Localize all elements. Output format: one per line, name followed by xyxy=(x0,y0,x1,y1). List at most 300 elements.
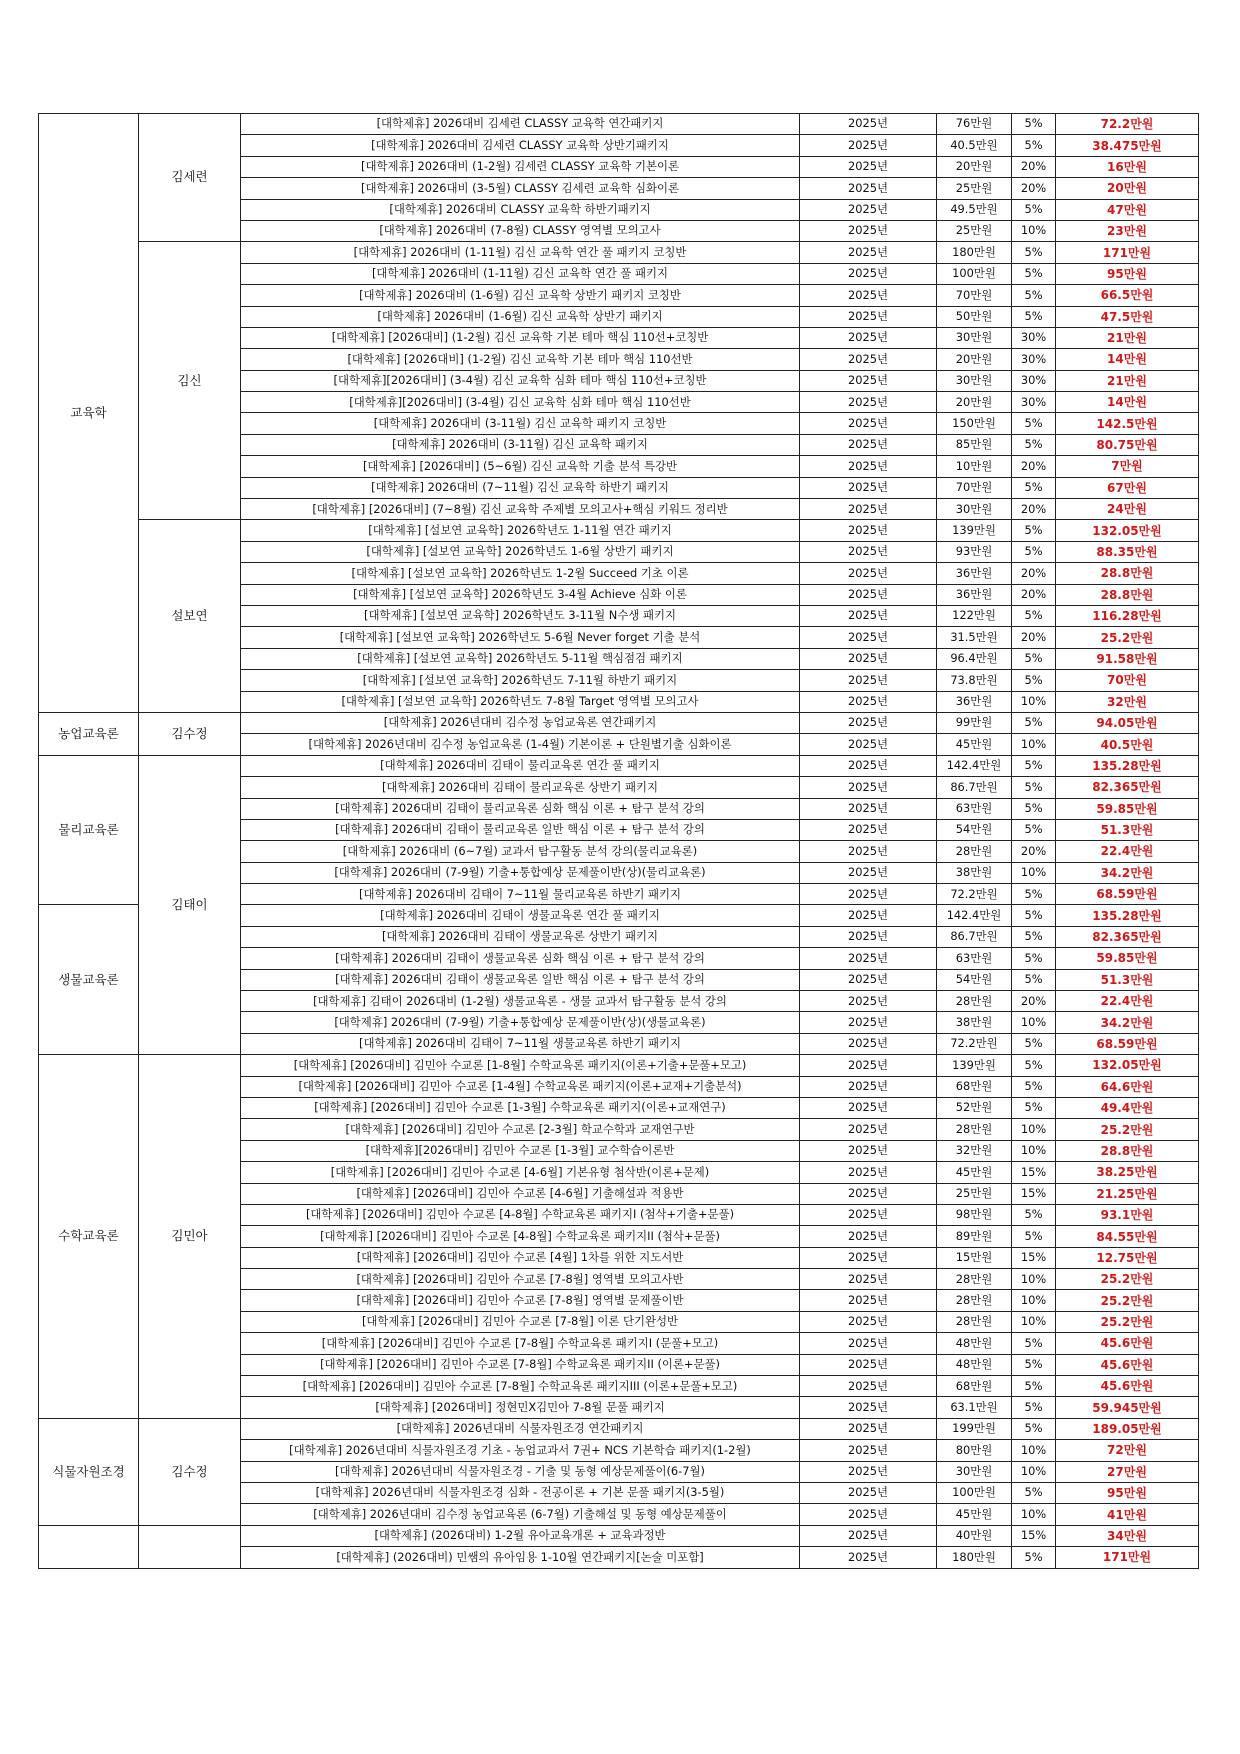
year-cell: 2025년 xyxy=(800,648,937,669)
course-cell: [대학제휴] (2026대비) 1-2월 유아교육개론 + 교육과정반 xyxy=(241,1525,800,1546)
discount-cell: 15% xyxy=(1012,1247,1056,1268)
course-cell: [대학제휴] [2026대비] 김민아 수교론 [1-3월] 수학교육론 패키지(이론+교재연구) xyxy=(241,1097,800,1118)
year-cell: 2025년 xyxy=(800,1119,937,1140)
list-price-cell: 38만원 xyxy=(937,1012,1012,1033)
course-cell: [대학제휴][2026대비] 김민아 수교론 [1-3월] 교수학습이론반 xyxy=(241,1140,800,1161)
discount-cell: 10% xyxy=(1012,1440,1056,1461)
course-cell: [대학제휴] 2026대비 김태이 생물교육론 연간 풀 패키지 xyxy=(241,905,800,926)
course-cell: [대학제휴] 2026대비 (7-9월) 기출+통합예상 문제풀이반(상)(생물교육론) xyxy=(241,1012,800,1033)
list-price-cell: 28만원 xyxy=(937,991,1012,1012)
list-price-cell: 142.4만원 xyxy=(937,755,1012,776)
table-row xyxy=(39,1418,1199,1439)
list-price-cell: 199만원 xyxy=(937,1418,1012,1439)
list-price-cell: 28만원 xyxy=(937,1290,1012,1311)
year-cell: 2025년 xyxy=(800,114,937,135)
final-price-cell: 116.28만원 xyxy=(1056,605,1199,626)
teacher-cell xyxy=(139,1525,241,1568)
course-cell: [대학제휴] 2026대비 김태이 7~11월 생물교육론 하반기 패키지 xyxy=(241,1033,800,1054)
list-price-cell: 45만원 xyxy=(937,1504,1012,1525)
year-cell: 2025년 xyxy=(800,712,937,733)
list-price-cell: 28만원 xyxy=(937,1269,1012,1290)
discount-cell: 5% xyxy=(1012,670,1056,691)
list-price-cell: 28만원 xyxy=(937,1311,1012,1332)
year-cell: 2025년 xyxy=(800,1140,937,1161)
final-price-cell: 34.2만원 xyxy=(1056,1012,1199,1033)
course-cell: [대학제휴] [2026대비] 김민아 수교론 [7-8월] 수학교육론 패키지I (문풀+모고) xyxy=(241,1333,800,1354)
course-cell: [대학제휴] [설보연 교육학] 2026학년도 7-11월 하반기 패키지 xyxy=(241,670,800,691)
list-price-cell: 139만원 xyxy=(937,1055,1012,1076)
list-price-cell: 49.5만원 xyxy=(937,199,1012,220)
course-cell: [대학제휴] 2026대비 (1-6월) 김신 교육학 상반기 패키지 xyxy=(241,306,800,327)
discount-cell: 20% xyxy=(1012,178,1056,199)
final-price-cell: 171만원 xyxy=(1056,242,1199,263)
discount-cell: 5% xyxy=(1012,242,1056,263)
year-cell: 2025년 xyxy=(800,456,937,477)
discount-cell: 10% xyxy=(1012,220,1056,241)
list-price-cell: 100만원 xyxy=(937,263,1012,284)
final-price-cell: 47만원 xyxy=(1056,199,1199,220)
discount-cell: 5% xyxy=(1012,819,1056,840)
teacher-cell: 김세련 xyxy=(139,114,241,242)
discount-cell: 5% xyxy=(1012,648,1056,669)
discount-cell: 20% xyxy=(1012,563,1056,584)
discount-cell: 10% xyxy=(1012,734,1056,755)
discount-cell: 5% xyxy=(1012,477,1056,498)
list-price-cell: 70만원 xyxy=(937,477,1012,498)
final-price-cell: 84.55만원 xyxy=(1056,1226,1199,1247)
list-price-cell: 139만원 xyxy=(937,520,1012,541)
final-price-cell: 82.365만원 xyxy=(1056,777,1199,798)
list-price-cell: 52만원 xyxy=(937,1097,1012,1118)
list-price-cell: 99만원 xyxy=(937,712,1012,733)
year-cell: 2025년 xyxy=(800,926,937,947)
list-price-cell: 25만원 xyxy=(937,1183,1012,1204)
year-cell: 2025년 xyxy=(800,884,937,905)
discount-cell: 5% xyxy=(1012,798,1056,819)
discount-cell: 20% xyxy=(1012,841,1056,862)
subject-cell: 식물자원조경 xyxy=(39,1418,139,1525)
discount-cell: 5% xyxy=(1012,884,1056,905)
year-cell: 2025년 xyxy=(800,1440,937,1461)
year-cell: 2025년 xyxy=(800,670,937,691)
discount-cell: 5% xyxy=(1012,1333,1056,1354)
list-price-cell: 20만원 xyxy=(937,349,1012,370)
discount-cell: 5% xyxy=(1012,1483,1056,1504)
list-price-cell: 20만원 xyxy=(937,156,1012,177)
list-price-cell: 150만원 xyxy=(937,413,1012,434)
list-price-cell: 80만원 xyxy=(937,1440,1012,1461)
course-cell: [대학제휴] 2026년대비 김수정 농업교육론 연간패키지 xyxy=(241,712,800,733)
list-price-cell: 73.8만원 xyxy=(937,670,1012,691)
discount-cell: 10% xyxy=(1012,1290,1056,1311)
list-price-cell: 98만원 xyxy=(937,1204,1012,1225)
year-cell: 2025년 xyxy=(800,1012,937,1033)
teacher-cell: 김수정 xyxy=(139,1418,241,1525)
year-cell: 2025년 xyxy=(800,627,937,648)
list-price-cell: 68만원 xyxy=(937,1076,1012,1097)
course-cell: [대학제휴] [2026대비] 김민아 수교론 [1-4월] 수학교육론 패키지(이론+교재+기출분석) xyxy=(241,1076,800,1097)
course-cell: [대학제휴][2026대비] (3-4월) 김신 교육학 심화 테마 핵심 110선+코칭반 xyxy=(241,370,800,391)
list-price-cell: 180만원 xyxy=(937,242,1012,263)
year-cell: 2025년 xyxy=(800,584,937,605)
course-cell: [대학제휴] 2026년대비 식물자원조경 기초 - 농업교과서 7권+ NCS 기본학습 패키지(1-2월) xyxy=(241,1440,800,1461)
course-cell: [대학제휴] 2026대비 (3-5월) CLASSY 김세련 교육학 심화이론 xyxy=(241,178,800,199)
year-cell: 2025년 xyxy=(800,242,937,263)
course-cell: [대학제휴] 2026대비 (7~11월) 김신 교육학 하반기 패키지 xyxy=(241,477,800,498)
list-price-cell: 25만원 xyxy=(937,220,1012,241)
list-price-cell: 10만원 xyxy=(937,456,1012,477)
final-price-cell: 47.5만원 xyxy=(1056,306,1199,327)
subject-cell: 농업교육론 xyxy=(39,712,139,755)
final-price-cell: 68.59만원 xyxy=(1056,1033,1199,1054)
final-price-cell: 91.58만원 xyxy=(1056,648,1199,669)
course-cell: [대학제휴] (2026대비) 민쌤의 유아임용 1-10월 연간패키지[논술 미포함] xyxy=(241,1547,800,1568)
course-cell: [대학제휴] [2026대비] 김민아 수교론 [7-8월] 이론 단기완성반 xyxy=(241,1311,800,1332)
final-price-cell: 32만원 xyxy=(1056,691,1199,712)
year-cell: 2025년 xyxy=(800,306,937,327)
course-cell: [대학제휴] [2026대비] 김민아 수교론 [4-6월] 기본유형 첨삭반(이론+문제) xyxy=(241,1162,800,1183)
list-price-cell: 48만원 xyxy=(937,1354,1012,1375)
discount-cell: 30% xyxy=(1012,349,1056,370)
final-price-cell: 82.365만원 xyxy=(1056,926,1199,947)
final-price-cell: 68.59만원 xyxy=(1056,884,1199,905)
final-price-cell: 25.2만원 xyxy=(1056,1119,1199,1140)
discount-cell: 10% xyxy=(1012,1269,1056,1290)
list-price-cell: 63만원 xyxy=(937,948,1012,969)
final-price-cell: 28.8만원 xyxy=(1056,584,1199,605)
course-cell: [대학제휴] [설보연 교육학] 2026학년도 3-4월 Achieve 심화 이론 xyxy=(241,584,800,605)
teacher-cell: 설보연 xyxy=(139,520,241,713)
table-row xyxy=(39,712,1199,733)
discount-cell: 5% xyxy=(1012,1226,1056,1247)
list-price-cell: 30만원 xyxy=(937,499,1012,520)
course-cell: [대학제휴] 2026대비 김태이 생물교육론 심화 핵심 이론 + 탐구 분석 강의 xyxy=(241,948,800,969)
final-price-cell: 72.2만원 xyxy=(1056,114,1199,135)
year-cell: 2025년 xyxy=(800,1162,937,1183)
subject-cell: 수학교육론 xyxy=(39,1055,139,1419)
discount-cell: 5% xyxy=(1012,306,1056,327)
list-price-cell: 96.4만원 xyxy=(937,648,1012,669)
year-cell: 2025년 xyxy=(800,156,937,177)
table-row xyxy=(39,242,1199,263)
year-cell: 2025년 xyxy=(800,220,937,241)
course-cell: [대학제휴] [2026대비] 김민아 수교론 [7-8월] 영역별 모의고사반 xyxy=(241,1269,800,1290)
year-cell: 2025년 xyxy=(800,605,937,626)
discount-cell: 5% xyxy=(1012,263,1056,284)
discount-cell: 5% xyxy=(1012,1354,1056,1375)
final-price-cell: 25.2만원 xyxy=(1056,627,1199,648)
year-cell: 2025년 xyxy=(800,392,937,413)
final-price-cell: 64.6만원 xyxy=(1056,1076,1199,1097)
year-cell: 2025년 xyxy=(800,1033,937,1054)
course-cell: [대학제휴] 2026년대비 식물자원조경 연간패키지 xyxy=(241,1418,800,1439)
subject-cell xyxy=(39,1525,139,1568)
course-cell: [대학제휴][2026대비] (3-4월) 김신 교육학 심화 테마 핵심 110선반 xyxy=(241,392,800,413)
final-price-cell: 59.85만원 xyxy=(1056,798,1199,819)
final-price-cell: 95만원 xyxy=(1056,263,1199,284)
discount-cell: 10% xyxy=(1012,1311,1056,1332)
year-cell: 2025년 xyxy=(800,520,937,541)
final-price-cell: 142.5만원 xyxy=(1056,413,1199,434)
list-price-cell: 36만원 xyxy=(937,584,1012,605)
discount-cell: 10% xyxy=(1012,1461,1056,1482)
price-table xyxy=(38,113,1199,1569)
course-cell: [대학제휴] 2026년대비 식물자원조경 - 기출 및 동형 예상문제풀이(6-7월) xyxy=(241,1461,800,1482)
list-price-cell: 15만원 xyxy=(937,1247,1012,1268)
discount-cell: 10% xyxy=(1012,691,1056,712)
year-cell: 2025년 xyxy=(800,969,937,990)
course-cell: [대학제휴] [설보연 교육학] 2026학년도 1-6월 상반기 패키지 xyxy=(241,541,800,562)
table-row xyxy=(39,1525,1199,1546)
final-price-cell: 34.2만원 xyxy=(1056,862,1199,883)
course-cell: [대학제휴] 2026대비 (3-11월) 김신 교육학 패키지 xyxy=(241,434,800,455)
course-cell: [대학제휴] [설보연 교육학] 2026학년도 7-8월 Target 영역별 모의고사 xyxy=(241,691,800,712)
final-price-cell: 16만원 xyxy=(1056,156,1199,177)
year-cell: 2025년 xyxy=(800,1547,937,1568)
final-price-cell: 38.475만원 xyxy=(1056,135,1199,156)
list-price-cell: 86.7만원 xyxy=(937,777,1012,798)
final-price-cell: 25.2만원 xyxy=(1056,1269,1199,1290)
list-price-cell: 30만원 xyxy=(937,1461,1012,1482)
discount-cell: 5% xyxy=(1012,905,1056,926)
course-cell: [대학제휴] [설보연 교육학] 2026학년도 3-11월 N수생 패키지 xyxy=(241,605,800,626)
course-cell: [대학제휴] 2026대비 김태이 7~11월 물리교육론 하반기 패키지 xyxy=(241,884,800,905)
year-cell: 2025년 xyxy=(800,563,937,584)
year-cell: 2025년 xyxy=(800,1204,937,1225)
final-price-cell: 45.6만원 xyxy=(1056,1354,1199,1375)
final-price-cell: 59.85만원 xyxy=(1056,948,1199,969)
discount-cell: 20% xyxy=(1012,627,1056,648)
final-price-cell: 20만원 xyxy=(1056,178,1199,199)
course-cell: [대학제휴] 2026대비 김태이 물리교육론 연간 풀 패키지 xyxy=(241,755,800,776)
discount-cell: 15% xyxy=(1012,1183,1056,1204)
year-cell: 2025년 xyxy=(800,691,937,712)
final-price-cell: 70만원 xyxy=(1056,670,1199,691)
year-cell: 2025년 xyxy=(800,199,937,220)
list-price-cell: 32만원 xyxy=(937,1140,1012,1161)
discount-cell: 5% xyxy=(1012,712,1056,733)
list-price-cell: 85만원 xyxy=(937,434,1012,455)
course-cell: [대학제휴] 2026대비 김태이 물리교육론 심화 핵심 이론 + 탐구 분석 강의 xyxy=(241,798,800,819)
table-row xyxy=(39,114,1199,135)
final-price-cell: 45.6만원 xyxy=(1056,1333,1199,1354)
final-price-cell: 14만원 xyxy=(1056,392,1199,413)
teacher-cell: 김신 xyxy=(139,242,241,520)
year-cell: 2025년 xyxy=(800,370,937,391)
discount-cell: 5% xyxy=(1012,1376,1056,1397)
year-cell: 2025년 xyxy=(800,819,937,840)
teacher-cell: 김수정 xyxy=(139,712,241,755)
year-cell: 2025년 xyxy=(800,1504,937,1525)
final-price-cell: 40.5만원 xyxy=(1056,734,1199,755)
year-cell: 2025년 xyxy=(800,1269,937,1290)
discount-cell: 10% xyxy=(1012,1012,1056,1033)
discount-cell: 10% xyxy=(1012,862,1056,883)
year-cell: 2025년 xyxy=(800,905,937,926)
course-cell: [대학제휴] 2026대비 (7-9월) 기출+통합예상 문제풀이반(상)(물리교육론) xyxy=(241,862,800,883)
course-cell: [대학제휴] 2026년대비 김수정 농업교육론 (1-4월) 기본이론 + 단원별기출 심화이론 xyxy=(241,734,800,755)
list-price-cell: 76만원 xyxy=(937,114,1012,135)
discount-cell: 5% xyxy=(1012,605,1056,626)
discount-cell: 5% xyxy=(1012,1033,1056,1054)
year-cell: 2025년 xyxy=(800,734,937,755)
final-price-cell: 12.75만원 xyxy=(1056,1247,1199,1268)
discount-cell: 30% xyxy=(1012,327,1056,348)
discount-cell: 5% xyxy=(1012,199,1056,220)
year-cell: 2025년 xyxy=(800,263,937,284)
course-cell: [대학제휴] 2026대비 (1-6월) 김신 교육학 상반기 패키지 코칭반 xyxy=(241,285,800,306)
list-price-cell: 70만원 xyxy=(937,285,1012,306)
final-price-cell: 132.05만원 xyxy=(1056,520,1199,541)
course-cell: [대학제휴] [2026대비] 김민아 수교론 [7-8월] 수학교육론 패키지III (이론+문풀+모고) xyxy=(241,1376,800,1397)
course-cell: [대학제휴] [2026대비] 정현민X김민아 7-8월 문풀 패키지 xyxy=(241,1397,800,1418)
year-cell: 2025년 xyxy=(800,1290,937,1311)
discount-cell: 5% xyxy=(1012,114,1056,135)
final-price-cell: 59.945만원 xyxy=(1056,1397,1199,1418)
list-price-cell: 86.7만원 xyxy=(937,926,1012,947)
course-cell: [대학제휴] [2026대비] 김민아 수교론 [1-8월] 수학교육론 패키지(이론+기출+문풀+모고) xyxy=(241,1055,800,1076)
list-price-cell: 30만원 xyxy=(937,327,1012,348)
list-price-cell: 28만원 xyxy=(937,841,1012,862)
list-price-cell: 36만원 xyxy=(937,563,1012,584)
discount-cell: 20% xyxy=(1012,156,1056,177)
final-price-cell: 189.05만원 xyxy=(1056,1418,1199,1439)
subject-cell: 교육학 xyxy=(39,114,139,713)
teacher-cell: 김민아 xyxy=(139,1055,241,1419)
year-cell: 2025년 xyxy=(800,477,937,498)
list-price-cell: 72.2만원 xyxy=(937,1033,1012,1054)
course-cell: [대학제휴] [2026대비] 김민아 수교론 [4-6월] 기출해설과 적용반 xyxy=(241,1183,800,1204)
discount-cell: 5% xyxy=(1012,1076,1056,1097)
year-cell: 2025년 xyxy=(800,1354,937,1375)
year-cell: 2025년 xyxy=(800,1311,937,1332)
discount-cell: 5% xyxy=(1012,969,1056,990)
year-cell: 2025년 xyxy=(800,1183,937,1204)
year-cell: 2025년 xyxy=(800,1525,937,1546)
course-cell: [대학제휴] [설보연 교육학] 2026학년도 5-6월 Never forget 기출 분석 xyxy=(241,627,800,648)
discount-cell: 20% xyxy=(1012,584,1056,605)
year-cell: 2025년 xyxy=(800,777,937,798)
final-price-cell: 21.25만원 xyxy=(1056,1183,1199,1204)
course-cell: [대학제휴] 2026대비 김태이 생물교육론 일반 핵심 이론 + 탐구 분석 강의 xyxy=(241,969,800,990)
year-cell: 2025년 xyxy=(800,434,937,455)
final-price-cell: 72만원 xyxy=(1056,1440,1199,1461)
discount-cell: 5% xyxy=(1012,434,1056,455)
year-cell: 2025년 xyxy=(800,1076,937,1097)
list-price-cell: 68만원 xyxy=(937,1376,1012,1397)
course-cell: [대학제휴] [2026대비] (7~8월) 김신 교육학 주제별 모의고사+핵심 키워드 정리반 xyxy=(241,499,800,520)
course-cell: [대학제휴] 2026대비 CLASSY 교육학 하반기패키지 xyxy=(241,199,800,220)
list-price-cell: 20만원 xyxy=(937,392,1012,413)
final-price-cell: 22.4만원 xyxy=(1056,991,1199,1012)
discount-cell: 15% xyxy=(1012,1162,1056,1183)
final-price-cell: 22.4만원 xyxy=(1056,841,1199,862)
final-price-cell: 41만원 xyxy=(1056,1504,1199,1525)
final-price-cell: 23만원 xyxy=(1056,220,1199,241)
discount-cell: 5% xyxy=(1012,541,1056,562)
final-price-cell: 27만원 xyxy=(1056,1461,1199,1482)
final-price-cell: 24만원 xyxy=(1056,499,1199,520)
list-price-cell: 48만원 xyxy=(937,1333,1012,1354)
final-price-cell: 66.5만원 xyxy=(1056,285,1199,306)
final-price-cell: 94.05만원 xyxy=(1056,712,1199,733)
year-cell: 2025년 xyxy=(800,1418,937,1439)
list-price-cell: 63.1만원 xyxy=(937,1397,1012,1418)
table-row xyxy=(39,1055,1199,1076)
discount-cell: 5% xyxy=(1012,1397,1056,1418)
year-cell: 2025년 xyxy=(800,862,937,883)
course-cell: [대학제휴] 2026대비 (7-8월) CLASSY 영역별 모의고사 xyxy=(241,220,800,241)
list-price-cell: 36만원 xyxy=(937,691,1012,712)
list-price-cell: 30만원 xyxy=(937,370,1012,391)
discount-cell: 20% xyxy=(1012,456,1056,477)
year-cell: 2025년 xyxy=(800,135,937,156)
list-price-cell: 89만원 xyxy=(937,1226,1012,1247)
discount-cell: 10% xyxy=(1012,1119,1056,1140)
course-cell: [대학제휴] 2026대비 김태이 물리교육론 일반 핵심 이론 + 탐구 분석 강의 xyxy=(241,819,800,840)
year-cell: 2025년 xyxy=(800,991,937,1012)
year-cell: 2025년 xyxy=(800,1397,937,1418)
discount-cell: 5% xyxy=(1012,755,1056,776)
final-price-cell: 28.8만원 xyxy=(1056,1140,1199,1161)
discount-cell: 10% xyxy=(1012,1140,1056,1161)
final-price-cell: 51.3만원 xyxy=(1056,969,1199,990)
course-cell: [대학제휴] 2026대비 김태이 물리교육론 상반기 패키지 xyxy=(241,777,800,798)
year-cell: 2025년 xyxy=(800,948,937,969)
year-cell: 2025년 xyxy=(800,285,937,306)
course-cell: [대학제휴] 2026대비 김태이 생물교육론 상반기 패키지 xyxy=(241,926,800,947)
course-cell: [대학제휴] [2026대비] (1-2월) 김신 교육학 기본 테마 핵심 110선+코칭반 xyxy=(241,327,800,348)
list-price-cell: 45만원 xyxy=(937,1162,1012,1183)
list-price-cell: 25만원 xyxy=(937,178,1012,199)
teacher-cell: 김태이 xyxy=(139,755,241,1054)
final-price-cell: 93.1만원 xyxy=(1056,1204,1199,1225)
year-cell: 2025년 xyxy=(800,841,937,862)
final-price-cell: 49.4만원 xyxy=(1056,1097,1199,1118)
course-cell: [대학제휴] [2026대비] (1-2월) 김신 교육학 기본 테마 핵심 110선반 xyxy=(241,349,800,370)
discount-cell: 20% xyxy=(1012,499,1056,520)
list-price-cell: 142.4만원 xyxy=(937,905,1012,926)
course-cell: [대학제휴] [2026대비] 김민아 수교론 [4월] 1차를 위한 지도서반 xyxy=(241,1247,800,1268)
course-cell: [대학제휴] 2026대비 (1-11월) 김신 교육학 연간 풀 패키지 xyxy=(241,263,800,284)
course-cell: [대학제휴] [설보연 교육학] 2026학년도 5-11월 핵심점검 패키지 xyxy=(241,648,800,669)
year-cell: 2025년 xyxy=(800,178,937,199)
course-cell: [대학제휴] [2026대비] 김민아 수교론 [4-8월] 수학교육론 패키지II (첨삭+문풀) xyxy=(241,1226,800,1247)
course-cell: [대학제휴] 2026대비 (6~7월) 교과서 탐구활동 분석 강의(물리교육론) xyxy=(241,841,800,862)
list-price-cell: 54만원 xyxy=(937,969,1012,990)
course-cell: [대학제휴] 2026대비 (1-2월) 김세련 CLASSY 교육학 기본이론 xyxy=(241,156,800,177)
year-cell: 2025년 xyxy=(800,1376,937,1397)
year-cell: 2025년 xyxy=(800,413,937,434)
course-cell: [대학제휴] 2026대비 (3-11월) 김신 교육학 패키지 코칭반 xyxy=(241,413,800,434)
final-price-cell: 45.6만원 xyxy=(1056,1376,1199,1397)
course-cell: [대학제휴] [2026대비] 김민아 수교론 [2-3월] 학교수학과 교재연구반 xyxy=(241,1119,800,1140)
discount-cell: 5% xyxy=(1012,520,1056,541)
final-price-cell: 67만원 xyxy=(1056,477,1199,498)
year-cell: 2025년 xyxy=(800,1333,937,1354)
discount-cell: 5% xyxy=(1012,777,1056,798)
final-price-cell: 28.8만원 xyxy=(1056,563,1199,584)
year-cell: 2025년 xyxy=(800,327,937,348)
list-price-cell: 63만원 xyxy=(937,798,1012,819)
list-price-cell: 72.2만원 xyxy=(937,884,1012,905)
course-cell: [대학제휴] 김태이 2026대비 (1-2월) 생물교육론 - 생물 교과서 탐구활동 분석 강의 xyxy=(241,991,800,1012)
discount-cell: 5% xyxy=(1012,1418,1056,1439)
final-price-cell: 7만원 xyxy=(1056,456,1199,477)
list-price-cell: 28만원 xyxy=(937,1119,1012,1140)
discount-cell: 5% xyxy=(1012,1204,1056,1225)
discount-cell: 5% xyxy=(1012,285,1056,306)
